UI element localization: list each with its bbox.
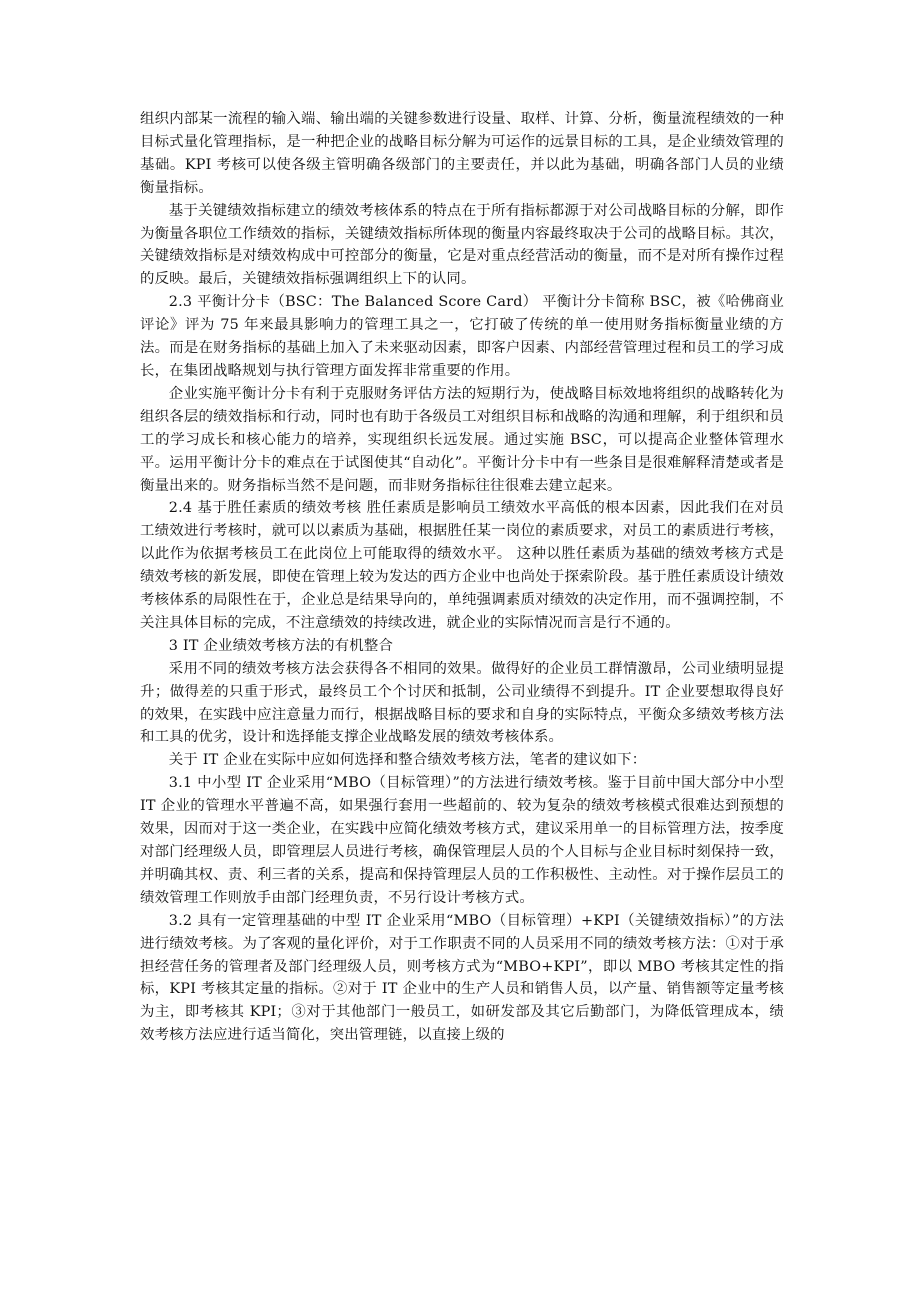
paragraph-3-2: 3.2 具有一定管理基础的中型 IT 企业采用“MBO（目标管理）+KPI（关键绩效指标）”的方法进行绩效考核。为了客观的量化评价，对于工作职责不同的人员采用不同的绩效考核方法：①对于承担经营任务的管理者及部门经理级人员，则考核方式为“MBO+KPI”，即以 MBO 考核其定性的指标，KPI 考核其定量的指标。②对于 IT 企业中的生产人员和销售人员，以产量、销售额等定量考核为主，即考核其 KPI；③对于其他部门一般员工，如研发部及其它后勤部门，为降低管理成本，绩效考核方法应进行适当简化，突出管理链，以直接上级的 [140,912,784,1044]
paragraph-integration: 采用不同的绩效考核方法会获得各不相同的效果。做得好的企业员工群情激昂，公司业绩明显提升；做得差的只重于形式，最终员工个个讨厌和抵制，公司业绩得不到提升。IT 企业要想取得良好的效果，在实践中应注意量力而行，根据战略目标的要求和自身的实际特点，平衡众多绩效考核方法和工具的优劣，设计和选择能支撑企业战略发展的绩效考核体系。 [140,660,784,746]
paragraph-kpi-definition: 组织内部某一流程的输入端、输出端的关键参数进行设量、取样、计算、分析，衡量流程绩效的一种目标式量化管理指标，是一种把企业的战略目标分解为可运作的远景目标的工具，是企业绩效管理的基础。KPI 考核可以使各级主管明确各级部门的主要责任，并以此为基础，明确各部门人员的业绩衡量指标。 [140,111,784,196]
paragraph-suggestions-intro: 关于 IT 企业在实际中应如何选择和整合绩效考核方法，笔者的建议如下： [168,752,647,769]
paragraph-bsc-intro: 2.3 平衡计分卡（BSC：The Balanced Score Card） 平衡计分卡简称 BSC，被《哈佛商业评论》评为 75 年来最具影响力的管理工具之一，它打破了传统的单一使用财务指标衡量业绩的方法。而是在财务指标的基础上加入了未来驱动因素，即客户因素、内部经营管理过程和员工的学习成长，在集团战略规划与执行管理方面发挥非常重要的作用。 [140,294,784,379]
section-heading-3: 3 IT 企业绩效考核方法的有机整合 [168,637,394,654]
paragraph-kpi-features: 基于关键绩效指标建立的绩效考核体系的特点在于所有指标都源于对公司战略目标的分解，即作为衡量各职位工作绩效的指标，关键绩效指标所体现的衡量内容最终取决于公司的战略目标。其次，关键绩效指标是对绩效构成中可控部分的衡量，它是对重点经营活动的衡量，而不是对所有操作过程的反映。最后，关键绩效指标强调组织上下的认同。 [140,202,784,288]
paragraph-competency: 2.4 基于胜任素质的绩效考核 胜任素质是影响员工绩效水平高低的根本因素，因此我们在对员工绩效进行考核时，就可以以素质为基础，根据胜任某一岗位的素质要求，对员工的素质进行考核，以此作为依据考核员工在此岗位上可能取得的绩效水平。 这种以胜任素质为基础的绩效考核方式是绩效考核的新发展，即使在管理上较为发达的西方企业中也尚处于探索阶段。基于胜任素质设计绩效考核体系的局限性在于，企业总是结果导向的，单纯强调素质对绩效的决定作用，而不强调控制，不关注具体目标的完成，不注意绩效的持续改进，就企业的实际情况而言是行不通的。 [140,500,784,631]
paragraph-3-1: 3.1 中小型 IT 企业采用“MBO（目标管理）”的方法进行绩效考核。鉴于目前中国大部分中小型 IT 企业的管理水平普遍不高，如果强行套用一些超前的、较为复杂的绩效考核模式很难达到预想的效果，因而对于这一类企业，在实践中应简化绩效考核方式，建议采用单一的目标管理方法，按季度对部门经理级人员，即管理层人员进行考核，确保管理层人员的个人目标与企业目标时刻保持一致，并明确其权、责、利三者的关系，提高和保持管理层人员的工作积极性、主动性。对于操作层员工的绩效管理工作则放手由部门经理负责，不另行设计考核方式。 [140,775,784,906]
paragraph-bsc-implementation: 企业实施平衡计分卡有利于克服财务评估方法的短期行为，使战略目标效地将组织的战略转化为组织各层的绩效指标和行动，同时也有助于各级员工对组织目标和战略的沟通和理解，利于组织和员工的学习成长和核心能力的培养，实现组织长远发展。通过实施 BSC，可以提高企业整体管理水平。运用平衡计分卡的难点在于试图使其“自动化”。平衡计分卡中有一些条目是很难解释清楚或者是衡量出来的。财务指标当然不是问题，而非财务指标往往很难去建立起来。 [140,385,784,494]
document-body [140,108,784,1047]
